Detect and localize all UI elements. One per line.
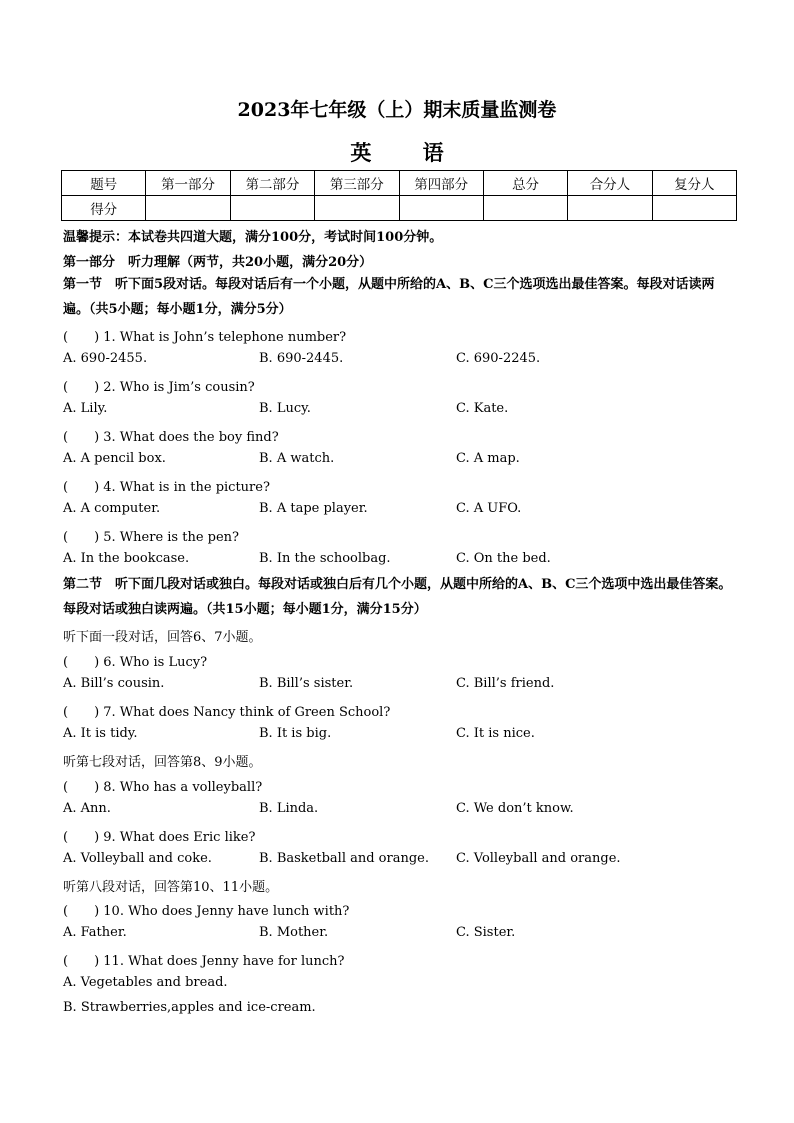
table-cell: 题号 [62, 171, 146, 196]
table-cell: 总分 [483, 171, 567, 196]
option-a[interactable]: A. Lily. [63, 401, 108, 416]
question-stem: ( ) 11. What does Jenny have for lunch? [63, 954, 345, 969]
score-entry-cell[interactable] [399, 196, 483, 221]
option-a[interactable]: A. Volleyball and coke. [63, 851, 212, 866]
score-entry-cell[interactable] [568, 196, 652, 221]
score-entry-cell[interactable] [146, 196, 230, 221]
option-a[interactable]: A. Bill’s cousin. [63, 676, 165, 691]
question-stem: ( ) 4. What is in the picture? [63, 480, 270, 495]
score-table-header-row [62, 171, 737, 196]
option-c[interactable]: C. Sister. [456, 925, 516, 940]
option-a[interactable]: A. A pencil box. [63, 451, 166, 466]
option-c[interactable]: C. We don’t know. [456, 801, 574, 816]
option-a[interactable]: A. 690-2455. [63, 351, 148, 366]
question-stem: ( ) 5. Where is the pen? [63, 530, 240, 545]
option-a[interactable]: A. In the bookcase. [63, 551, 190, 566]
listening-instruction: 听第七段对话，回答第8、9小题。 [63, 755, 262, 770]
score-entry-cell[interactable] [483, 196, 567, 221]
question-stem: ( ) 7. What does Nancy think of Green School? [63, 705, 391, 720]
score-entry-cell[interactable] [652, 196, 736, 221]
option-b[interactable]: B. Strawberries,apples and ice-cream. [63, 1000, 316, 1015]
option-b[interactable]: B. In the schoolbag. [259, 551, 391, 566]
table-cell: 第三部分 [315, 171, 399, 196]
option-c[interactable]: C. Volleyball and orange. [456, 851, 621, 866]
listening-instruction: 听下面一段对话，回答6、7小题。 [63, 630, 262, 645]
option-a[interactable]: A. Ann. [63, 801, 111, 816]
option-c[interactable]: C. Bill’s friend. [456, 676, 555, 691]
table-cell: 第一部分 [146, 171, 230, 196]
table-cell: 合分人 [568, 171, 652, 196]
table-cell: 第四部分 [399, 171, 483, 196]
section2-heading: 第二节 听下面几段对话或独白。每段对话或独白后有几个小题，从题中所给的A、B、C三个选项中选出最佳答案。每段对话或独白读两遍。（共15小题；每小题1分，满分15分） [63, 577, 732, 617]
table-cell: 第二部分 [230, 171, 314, 196]
option-b[interactable]: B. Lucy. [259, 401, 311, 416]
option-c[interactable]: C. It is nice. [456, 726, 535, 741]
table-cell: 复分人 [652, 171, 736, 196]
score-entry-cell[interactable] [230, 196, 314, 221]
option-a[interactable]: A. Father. [63, 925, 127, 940]
warm-tip: 温馨提示：本试卷共四道大题，满分100分，考试时间100分钟。 [63, 230, 443, 245]
option-b[interactable]: B. A tape player. [259, 501, 368, 516]
score-table [61, 170, 737, 221]
score-entry-cell[interactable] [315, 196, 399, 221]
section1-heading: 第一节 听下面5段对话。每段对话后有一个小题，从题中所给的A、B、C三个选项选出最佳答案。每段对话读两遍。（共5小题；每小题1分，满分5分） [63, 277, 715, 317]
option-b[interactable]: B. A watch. [259, 451, 335, 466]
option-b[interactable]: B. 690-2445. [259, 351, 344, 366]
option-b[interactable]: B. Mother. [259, 925, 329, 940]
listening-instruction: 听第八段对话，回答第10、11小题。 [63, 880, 279, 895]
option-b[interactable]: B. Linda. [259, 801, 319, 816]
option-a[interactable]: A. It is tidy. [63, 726, 138, 741]
option-c[interactable]: C. Kate. [456, 401, 509, 416]
option-b[interactable]: B. Bill’s sister. [259, 676, 354, 691]
question-stem: ( ) 8. Who has a volleyball? [63, 780, 263, 795]
option-b[interactable]: B. It is big. [259, 726, 332, 741]
option-c[interactable]: C. On the bed. [456, 551, 551, 566]
subject-title: 英 语 [350, 140, 466, 165]
option-a[interactable]: A. A computer. [63, 501, 161, 516]
question-stem: ( ) 1. What is John’s telephone number? [63, 330, 347, 345]
score-table-score-row [62, 196, 737, 221]
option-c[interactable]: C. A UFO. [456, 501, 522, 516]
exam-title: 2023年七年级（上）期末质量监测卷 [237, 99, 557, 121]
option-b[interactable]: B. Basketball and orange. [259, 851, 429, 866]
question-stem: ( ) 6. Who is Lucy? [63, 655, 208, 670]
question-stem: ( ) 10. Who does Jenny have lunch with? [63, 904, 350, 919]
question-stem: ( ) 9. What does Eric like? [63, 830, 256, 845]
question-stem: ( ) 3. What does the boy find? [63, 430, 279, 445]
option-c[interactable]: C. 690-2245. [456, 351, 541, 366]
option-a[interactable]: A. Vegetables and bread. [63, 975, 228, 990]
option-c[interactable]: C. A map. [456, 451, 520, 466]
table-cell: 得分 [62, 196, 146, 221]
part1-heading: 第一部分 听力理解（两节，共20小题，满分20分） [63, 255, 373, 270]
question-stem: ( ) 2. Who is Jim’s cousin? [63, 380, 255, 395]
